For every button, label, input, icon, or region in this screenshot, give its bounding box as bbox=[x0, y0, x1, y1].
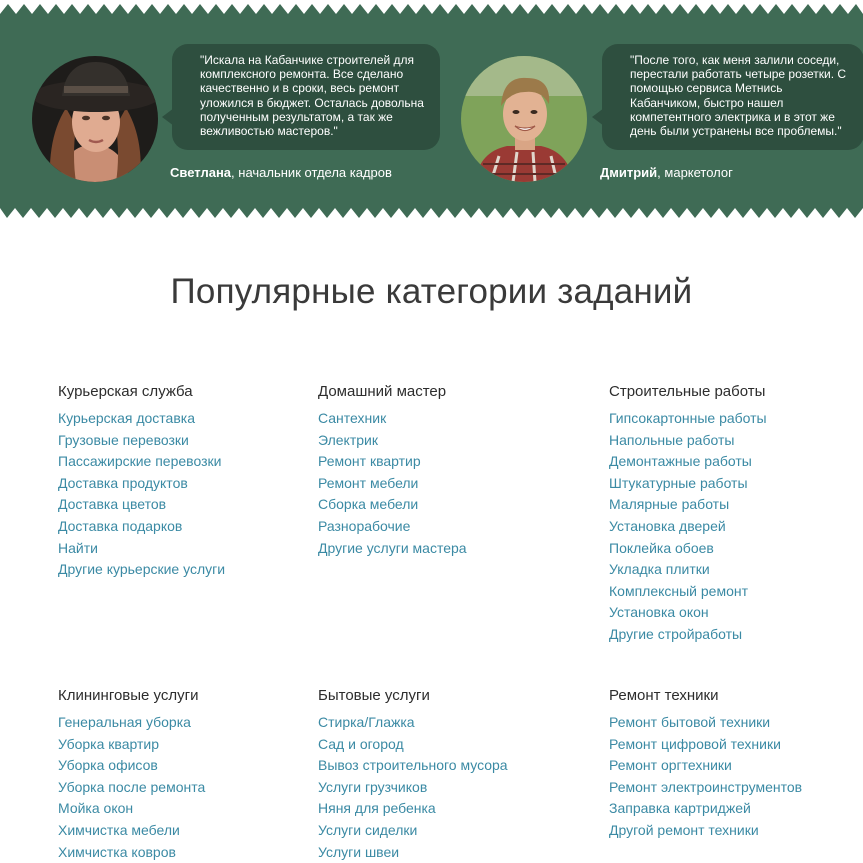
category-link[interactable]: Другие услуги мастера bbox=[318, 539, 467, 556]
category-link[interactable]: Демонтажные работы bbox=[609, 453, 752, 470]
category-link[interactable]: Другой ремонт техники bbox=[609, 821, 759, 838]
testimonial-author-2 bbox=[600, 165, 733, 180]
category-heading: Ремонт техники bbox=[609, 687, 719, 704]
author-role: , маркетолог bbox=[657, 165, 733, 180]
category-link[interactable]: Другие стройработы bbox=[609, 625, 743, 642]
category-cleaning bbox=[58, 687, 308, 863]
category-links bbox=[609, 712, 859, 842]
category-link[interactable]: Ремонт электроинструментов bbox=[609, 778, 803, 795]
category-link[interactable]: Ремонт бытовой техники bbox=[609, 714, 771, 730]
category-link[interactable]: Установка окон bbox=[609, 604, 709, 621]
category-link[interactable]: Уборка квартир bbox=[58, 735, 159, 752]
category-household bbox=[318, 687, 568, 863]
category-link[interactable]: Комплексный ремонт bbox=[609, 582, 749, 599]
category-link[interactable]: Грузовые перевозки bbox=[58, 431, 189, 448]
avatar-dmitriy bbox=[461, 56, 587, 182]
category-links bbox=[58, 712, 308, 863]
testimonials-section bbox=[0, 0, 863, 222]
category-link[interactable]: Штукатурные работы bbox=[609, 474, 748, 491]
category-link[interactable]: Химчистка мебели bbox=[58, 821, 180, 838]
category-link[interactable]: Ремонт квартир bbox=[318, 453, 421, 470]
category-heading: Курьерская служба bbox=[58, 383, 193, 400]
category-construction bbox=[609, 383, 859, 646]
category-link[interactable]: Ремонт цифровой техники bbox=[609, 735, 781, 752]
category-courier bbox=[58, 383, 308, 581]
category-links bbox=[58, 408, 308, 581]
category-link[interactable]: Сад и огород bbox=[318, 735, 404, 752]
category-link[interactable]: Стирка/Глажка bbox=[318, 714, 415, 730]
testimonial-bubble-1 bbox=[172, 44, 440, 150]
category-link[interactable]: Курьерская доставка bbox=[58, 410, 195, 426]
category-link[interactable]: Услуги грузчиков bbox=[318, 778, 428, 795]
category-link[interactable]: Ремонт мебели bbox=[318, 474, 419, 491]
category-link[interactable]: Разнорабочие bbox=[318, 517, 411, 534]
author-name: Светлана bbox=[170, 165, 232, 180]
category-links bbox=[609, 408, 859, 646]
category-link[interactable]: Ремонт оргтехники bbox=[609, 757, 732, 774]
category-link[interactable]: Укладка плитки bbox=[609, 561, 710, 578]
category-link[interactable]: Сантехник bbox=[318, 410, 387, 426]
testimonial-quote: "После того, как меня залили соседи, перестали работать четыре розетки. С помощью сервиса Метнись Кабанчиком, быстро нашел компетентного электрика и в этот же день были устранены все проблемы." bbox=[630, 53, 847, 139]
category-link[interactable]: Вывоз строительного мусора bbox=[318, 757, 508, 774]
category-heading: Строительные работы bbox=[609, 383, 766, 400]
category-link[interactable]: Найти bbox=[58, 539, 98, 556]
category-link[interactable]: Установка дверей bbox=[609, 517, 726, 534]
author-role: , начальник отдела кадров bbox=[231, 165, 392, 180]
avatar-svetlana bbox=[32, 56, 158, 182]
category-link[interactable]: Другие курьерские услуги bbox=[58, 561, 226, 578]
testimonial-author-1 bbox=[170, 165, 392, 180]
category-link[interactable]: Химчистка ковров bbox=[58, 843, 176, 860]
category-link[interactable]: Гипсокартонные работы bbox=[609, 410, 767, 426]
category-heading: Бытовые услуги bbox=[318, 687, 430, 704]
testimonial-bubble-2 bbox=[602, 44, 863, 150]
category-link[interactable]: Генеральная уборка bbox=[58, 714, 191, 730]
testimonial-quote: "Искала на Кабанчике строителей для комплексного ремонта. Все сделано качественно и в сроки, весь ремонт уложился в бюджет. Осталась довольна полученным результатом, а так же вежливостью мастеров." bbox=[200, 53, 424, 139]
category-link[interactable]: Электрик bbox=[318, 431, 378, 448]
category-links bbox=[318, 408, 568, 559]
category-links bbox=[318, 712, 568, 863]
category-link[interactable]: Няня для ребенка bbox=[318, 800, 436, 817]
category-link[interactable]: Уборка после ремонта bbox=[58, 778, 206, 795]
category-link[interactable]: Мойка окон bbox=[58, 800, 134, 817]
author-name: Дмитрий bbox=[600, 165, 658, 180]
category-link[interactable]: Услуги сиделки bbox=[318, 821, 418, 838]
category-heading: Клининговые услуги bbox=[58, 687, 199, 704]
category-link[interactable]: Поклейка обоев bbox=[609, 539, 714, 556]
category-home-master bbox=[318, 383, 568, 559]
category-link[interactable]: Сборка мебели bbox=[318, 496, 419, 513]
category-link[interactable]: Уборка офисов bbox=[58, 757, 158, 774]
category-link[interactable]: Пассажирские перевозки bbox=[58, 453, 222, 470]
category-link[interactable]: Доставка цветов bbox=[58, 496, 167, 513]
category-heading: Домашний мастер bbox=[318, 383, 447, 400]
category-link[interactable]: Напольные работы bbox=[609, 431, 735, 448]
category-link[interactable]: Доставка продуктов bbox=[58, 474, 188, 491]
category-link[interactable]: Малярные работы bbox=[609, 496, 730, 513]
category-link[interactable]: Услуги швеи bbox=[318, 843, 400, 860]
category-link[interactable]: Заправка картриджей bbox=[609, 800, 751, 817]
category-tech-repair bbox=[609, 687, 859, 842]
categories-title: Популярные категории заданий bbox=[170, 272, 693, 311]
category-link[interactable]: Доставка подарков bbox=[58, 517, 183, 534]
